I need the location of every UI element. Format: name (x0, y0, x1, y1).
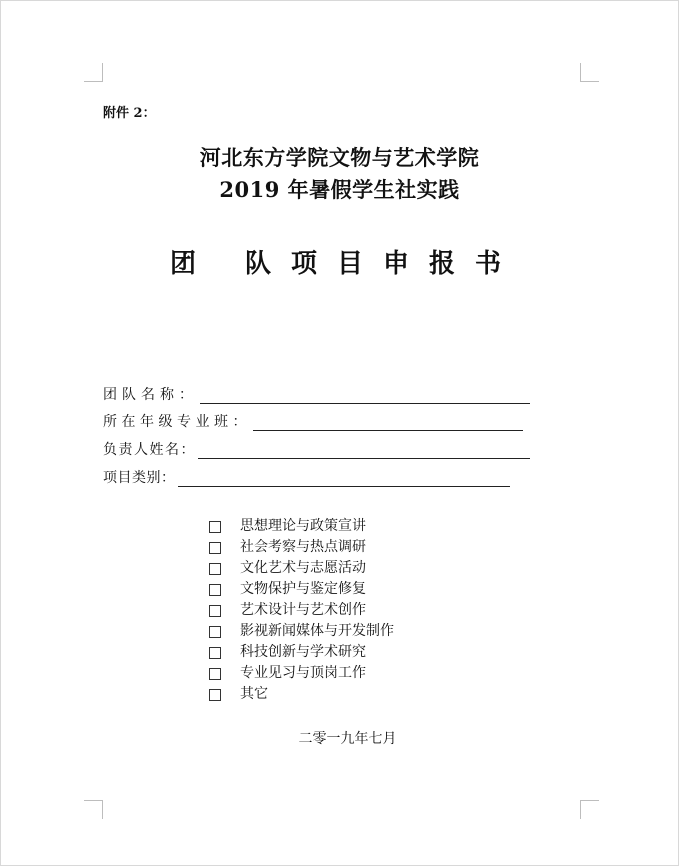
checkbox-icon[interactable] (209, 542, 221, 554)
category-option-label: 艺术设计与艺术创作 (240, 602, 366, 618)
category-option-label: 其它 (240, 686, 268, 702)
category-option-label: 科技创新与学术研究 (240, 644, 366, 660)
corner-mark-bottom-right (580, 800, 599, 819)
category-option-label: 专业见习与顶岗工作 (240, 665, 366, 681)
corner-mark-bottom-left (84, 800, 103, 819)
category-field (103, 467, 510, 487)
checkbox-icon[interactable] (209, 668, 221, 680)
category-option[interactable] (209, 600, 394, 621)
leader-input-line[interactable] (198, 444, 530, 459)
checkbox-icon[interactable] (209, 605, 221, 617)
category-option[interactable] (209, 516, 394, 537)
document-title-line3: 团 队项目申报书 (169, 249, 522, 279)
category-option[interactable] (209, 579, 394, 600)
category-option-label: 社会考察与热点调研 (240, 539, 366, 555)
class-label: 所在年级专业班： (103, 414, 251, 430)
category-option[interactable] (209, 684, 394, 705)
checkbox-icon[interactable] (209, 521, 221, 533)
team-name-field (103, 384, 530, 404)
checkbox-icon[interactable] (209, 584, 221, 596)
category-option[interactable] (209, 621, 394, 642)
category-option[interactable] (209, 558, 394, 579)
corner-mark-top-left (84, 63, 103, 82)
document-date: 二零一九年七月 (298, 731, 397, 747)
corner-mark-top-right (580, 63, 599, 82)
category-option-label: 文化艺术与志愿活动 (240, 560, 366, 576)
category-label: 项目类别： (103, 470, 176, 486)
checkbox-icon[interactable] (209, 689, 221, 701)
team-name-input-line[interactable] (200, 389, 530, 404)
category-option-label: 文物保护与鉴定修复 (240, 581, 366, 597)
category-options-list (209, 516, 394, 705)
category-option-label: 思想理论与政策宣讲 (240, 518, 366, 534)
attachment-label: 附件 2： (103, 106, 156, 121)
checkbox-icon[interactable] (209, 626, 221, 638)
document-title-line1: 河北东方学院文物与艺术学院 (199, 145, 480, 170)
leader-label: 负责人姓名： (103, 442, 196, 458)
category-option-label: 影视新闻媒体与开发制作 (240, 623, 394, 639)
category-option[interactable] (209, 663, 394, 684)
checkbox-icon[interactable] (209, 563, 221, 575)
category-option[interactable] (209, 642, 394, 663)
team-name-label: 团队名称： (103, 387, 198, 403)
category-input-line[interactable] (178, 472, 510, 487)
document-title-line2: 2019 年暑假学生社实践 (219, 177, 460, 202)
class-input-line[interactable] (253, 416, 523, 431)
leader-field (103, 439, 530, 459)
class-field (103, 411, 523, 431)
category-option[interactable] (209, 537, 394, 558)
checkbox-icon[interactable] (209, 647, 221, 659)
